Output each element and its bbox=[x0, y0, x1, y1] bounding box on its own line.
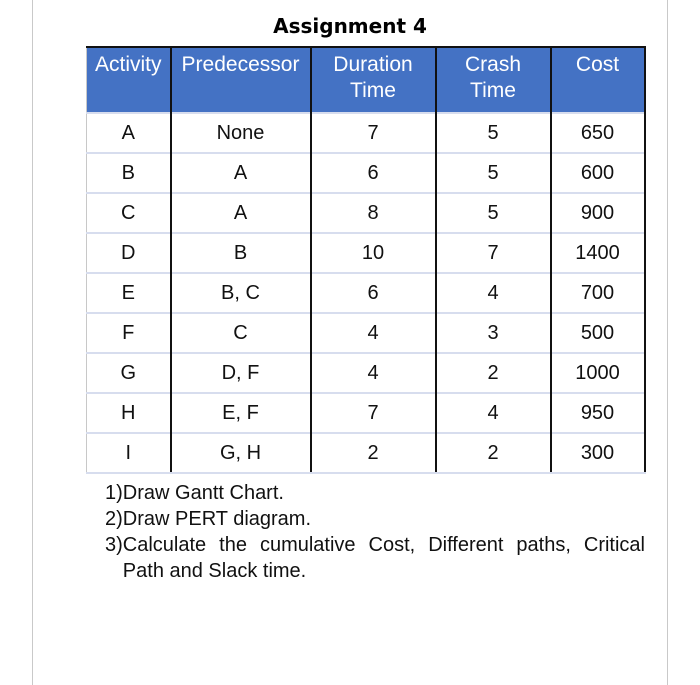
question-text: Draw Gantt Chart. bbox=[122, 482, 284, 504]
cell-activity: D bbox=[87, 233, 171, 273]
cell-predecessor: None bbox=[171, 113, 311, 153]
header-cost: Cost bbox=[551, 47, 645, 113]
cell-duration: 10 bbox=[311, 233, 436, 273]
cell-duration: 4 bbox=[311, 353, 436, 393]
cell-activity: C bbox=[87, 193, 171, 233]
table-row bbox=[87, 393, 645, 433]
table-row bbox=[87, 233, 645, 273]
cell-duration: 4 bbox=[311, 313, 436, 353]
cell-crash: 2 bbox=[436, 433, 551, 473]
question-item bbox=[105, 506, 645, 532]
cell-activity: E bbox=[87, 273, 171, 313]
cell-crash: 4 bbox=[436, 273, 551, 313]
cell-crash: 2 bbox=[436, 353, 551, 393]
question-number: 3) bbox=[105, 534, 123, 556]
table-row bbox=[87, 153, 645, 193]
cell-activity: B bbox=[87, 153, 171, 193]
cell-predecessor: A bbox=[171, 153, 311, 193]
cell-duration: 8 bbox=[311, 193, 436, 233]
page-border-left bbox=[32, 0, 33, 685]
cell-duration: 2 bbox=[311, 433, 436, 473]
cell-cost: 900 bbox=[551, 193, 645, 233]
cell-predecessor: D, F bbox=[171, 353, 311, 393]
cell-cost: 650 bbox=[551, 113, 645, 153]
header-duration-time: Duration Time bbox=[311, 47, 436, 113]
cell-cost: 1000 bbox=[551, 353, 645, 393]
cell-duration: 6 bbox=[311, 273, 436, 313]
cell-cost: 600 bbox=[551, 153, 645, 193]
cell-crash: 3 bbox=[436, 313, 551, 353]
question-number: 1) bbox=[105, 482, 123, 504]
table-row bbox=[87, 353, 645, 393]
question-item bbox=[105, 480, 645, 506]
page-title: Assignment 4 bbox=[273, 14, 427, 38]
cell-predecessor: E, F bbox=[171, 393, 311, 433]
cell-crash: 7 bbox=[436, 233, 551, 273]
cell-crash: 5 bbox=[436, 193, 551, 233]
table-row bbox=[87, 313, 645, 353]
cell-predecessor: G, H bbox=[171, 433, 311, 473]
cell-cost: 950 bbox=[551, 393, 645, 433]
cell-cost: 700 bbox=[551, 273, 645, 313]
question-number: 2) bbox=[105, 508, 123, 530]
cell-activity: H bbox=[87, 393, 171, 433]
cell-duration: 6 bbox=[311, 153, 436, 193]
cell-predecessor: B bbox=[171, 233, 311, 273]
table-row bbox=[87, 273, 645, 313]
cell-activity: A bbox=[87, 113, 171, 153]
page-border-right bbox=[667, 0, 668, 685]
cell-crash: 5 bbox=[436, 153, 551, 193]
question-text: Draw PERT diagram. bbox=[122, 508, 312, 530]
table-row bbox=[87, 113, 645, 153]
question-list bbox=[105, 480, 645, 584]
table-header-row bbox=[87, 47, 645, 113]
header-crash-time: Crash Time bbox=[436, 47, 551, 113]
cell-duration: 7 bbox=[311, 393, 436, 433]
cell-predecessor: A bbox=[171, 193, 311, 233]
table-row bbox=[87, 193, 645, 233]
cell-activity: F bbox=[87, 313, 171, 353]
question-item bbox=[105, 532, 645, 584]
table-row bbox=[87, 433, 645, 473]
cell-crash: 4 bbox=[436, 393, 551, 433]
question-text: Calculate the cumulative Cost, Different paths, Critical Path and Slack time. bbox=[122, 534, 645, 582]
cell-crash: 5 bbox=[436, 113, 551, 153]
header-activity: Activity bbox=[87, 47, 171, 113]
cell-cost: 1400 bbox=[551, 233, 645, 273]
cell-cost: 500 bbox=[551, 313, 645, 353]
cell-cost: 300 bbox=[551, 433, 645, 473]
cell-activity: G bbox=[87, 353, 171, 393]
cell-predecessor: B, C bbox=[171, 273, 311, 313]
cell-predecessor: C bbox=[171, 313, 311, 353]
cell-duration: 7 bbox=[311, 113, 436, 153]
header-predecessor: Predecessor bbox=[171, 47, 311, 113]
cell-activity: I bbox=[87, 433, 171, 473]
activity-table bbox=[86, 46, 646, 474]
